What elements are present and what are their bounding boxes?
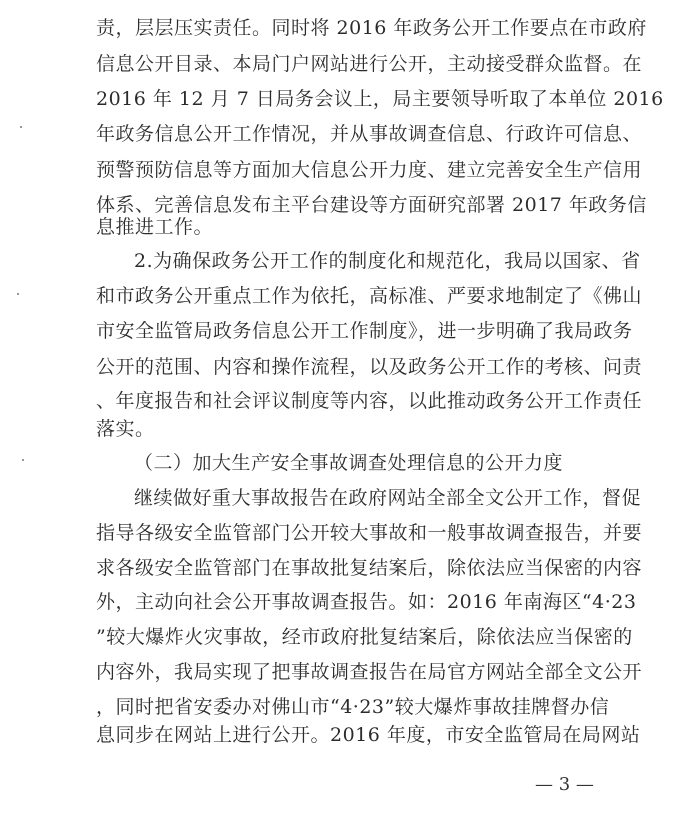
paragraph-2-line-2: 和市政务公开重点工作为依托，高标准、严要求地制定了《佛山 bbox=[96, 285, 643, 307]
paragraph-2-line-4: 公开的范围、内容和操作流程，以及政务公开工作的考核、问责 bbox=[96, 356, 643, 378]
paragraph-3-line-1: 继续做好重大事故报告在政府网站全部全文公开工作，督促 bbox=[134, 487, 642, 509]
body-line-1: 责，层层压实责任。同时将 2016 年政务公开工作要点在市政府 bbox=[96, 17, 647, 39]
body-line-2: 信息公开目录、本局门户网站进行公开，主动接受群众监督。在 bbox=[96, 53, 643, 75]
scan-speck bbox=[22, 459, 24, 461]
paragraph-2-line-1: 2.为确保政务公开工作的制度化和规范化，我局以国家、省 bbox=[134, 250, 641, 272]
body-line-3: 2016 年 12 月 7 日局务会议上，局主要领导听取了本单位 2016 bbox=[96, 88, 664, 110]
paragraph-3-line-3: 求各级安全监管部门在事故批复结案后，除依法应当保密的内容 bbox=[96, 557, 643, 579]
section-heading: （二）加大生产安全事故调查处理信息的公开力度 bbox=[134, 452, 564, 474]
scan-speck bbox=[17, 293, 19, 295]
body-line-7: 息推进工作。 bbox=[96, 216, 214, 238]
paragraph-3-line-6: 内容外，我局实现了把事故调查报告在局官方网站全部全文公开 bbox=[96, 661, 643, 683]
paragraph-3-line-7: ，同时把省安委办对佛山市“4·23”较大爆炸事故挂牌督办信 bbox=[96, 696, 610, 718]
paragraph-2-line-6: 落实。 bbox=[96, 418, 155, 440]
paragraph-2-line-3: 市安全监管局政务信息公开工作制度》，进一步明确了我局政务 bbox=[96, 320, 633, 342]
scan-speck bbox=[20, 126, 22, 128]
body-line-4: 年政务信息公开工作情况，并从事故调查信息、行政许可信息、 bbox=[96, 123, 643, 145]
body-line-6: 体系、完善信息发布主平台建设等方面研究部署 2017 年政务信 bbox=[96, 194, 647, 216]
paragraph-3-line-4: 外，主动向社会公开事故调查报告。如：2016 年南海区“4·23 bbox=[96, 591, 637, 613]
paragraph-3-line-8: 息同步在网站上进行公开。2016 年度，市安全监管局在局网站 bbox=[96, 724, 641, 746]
body-line-5: 预警预防信息等方面加大信息公开力度、建立完善安全生产信用 bbox=[96, 159, 643, 181]
paragraph-3-line-5: ”较大爆炸火灾事故，经市政府批复结案后，除依法应当保密的 bbox=[96, 626, 633, 648]
paragraph-3-line-2: 指导各级安全监管部门公开较大事故和一般事故调查报告，并要 bbox=[96, 522, 643, 544]
page-number: — 3 — bbox=[535, 774, 594, 795]
paragraph-2-line-5: 、年度报告和社会评议制度等内容，以此推动政务公开工作责任 bbox=[96, 390, 643, 412]
